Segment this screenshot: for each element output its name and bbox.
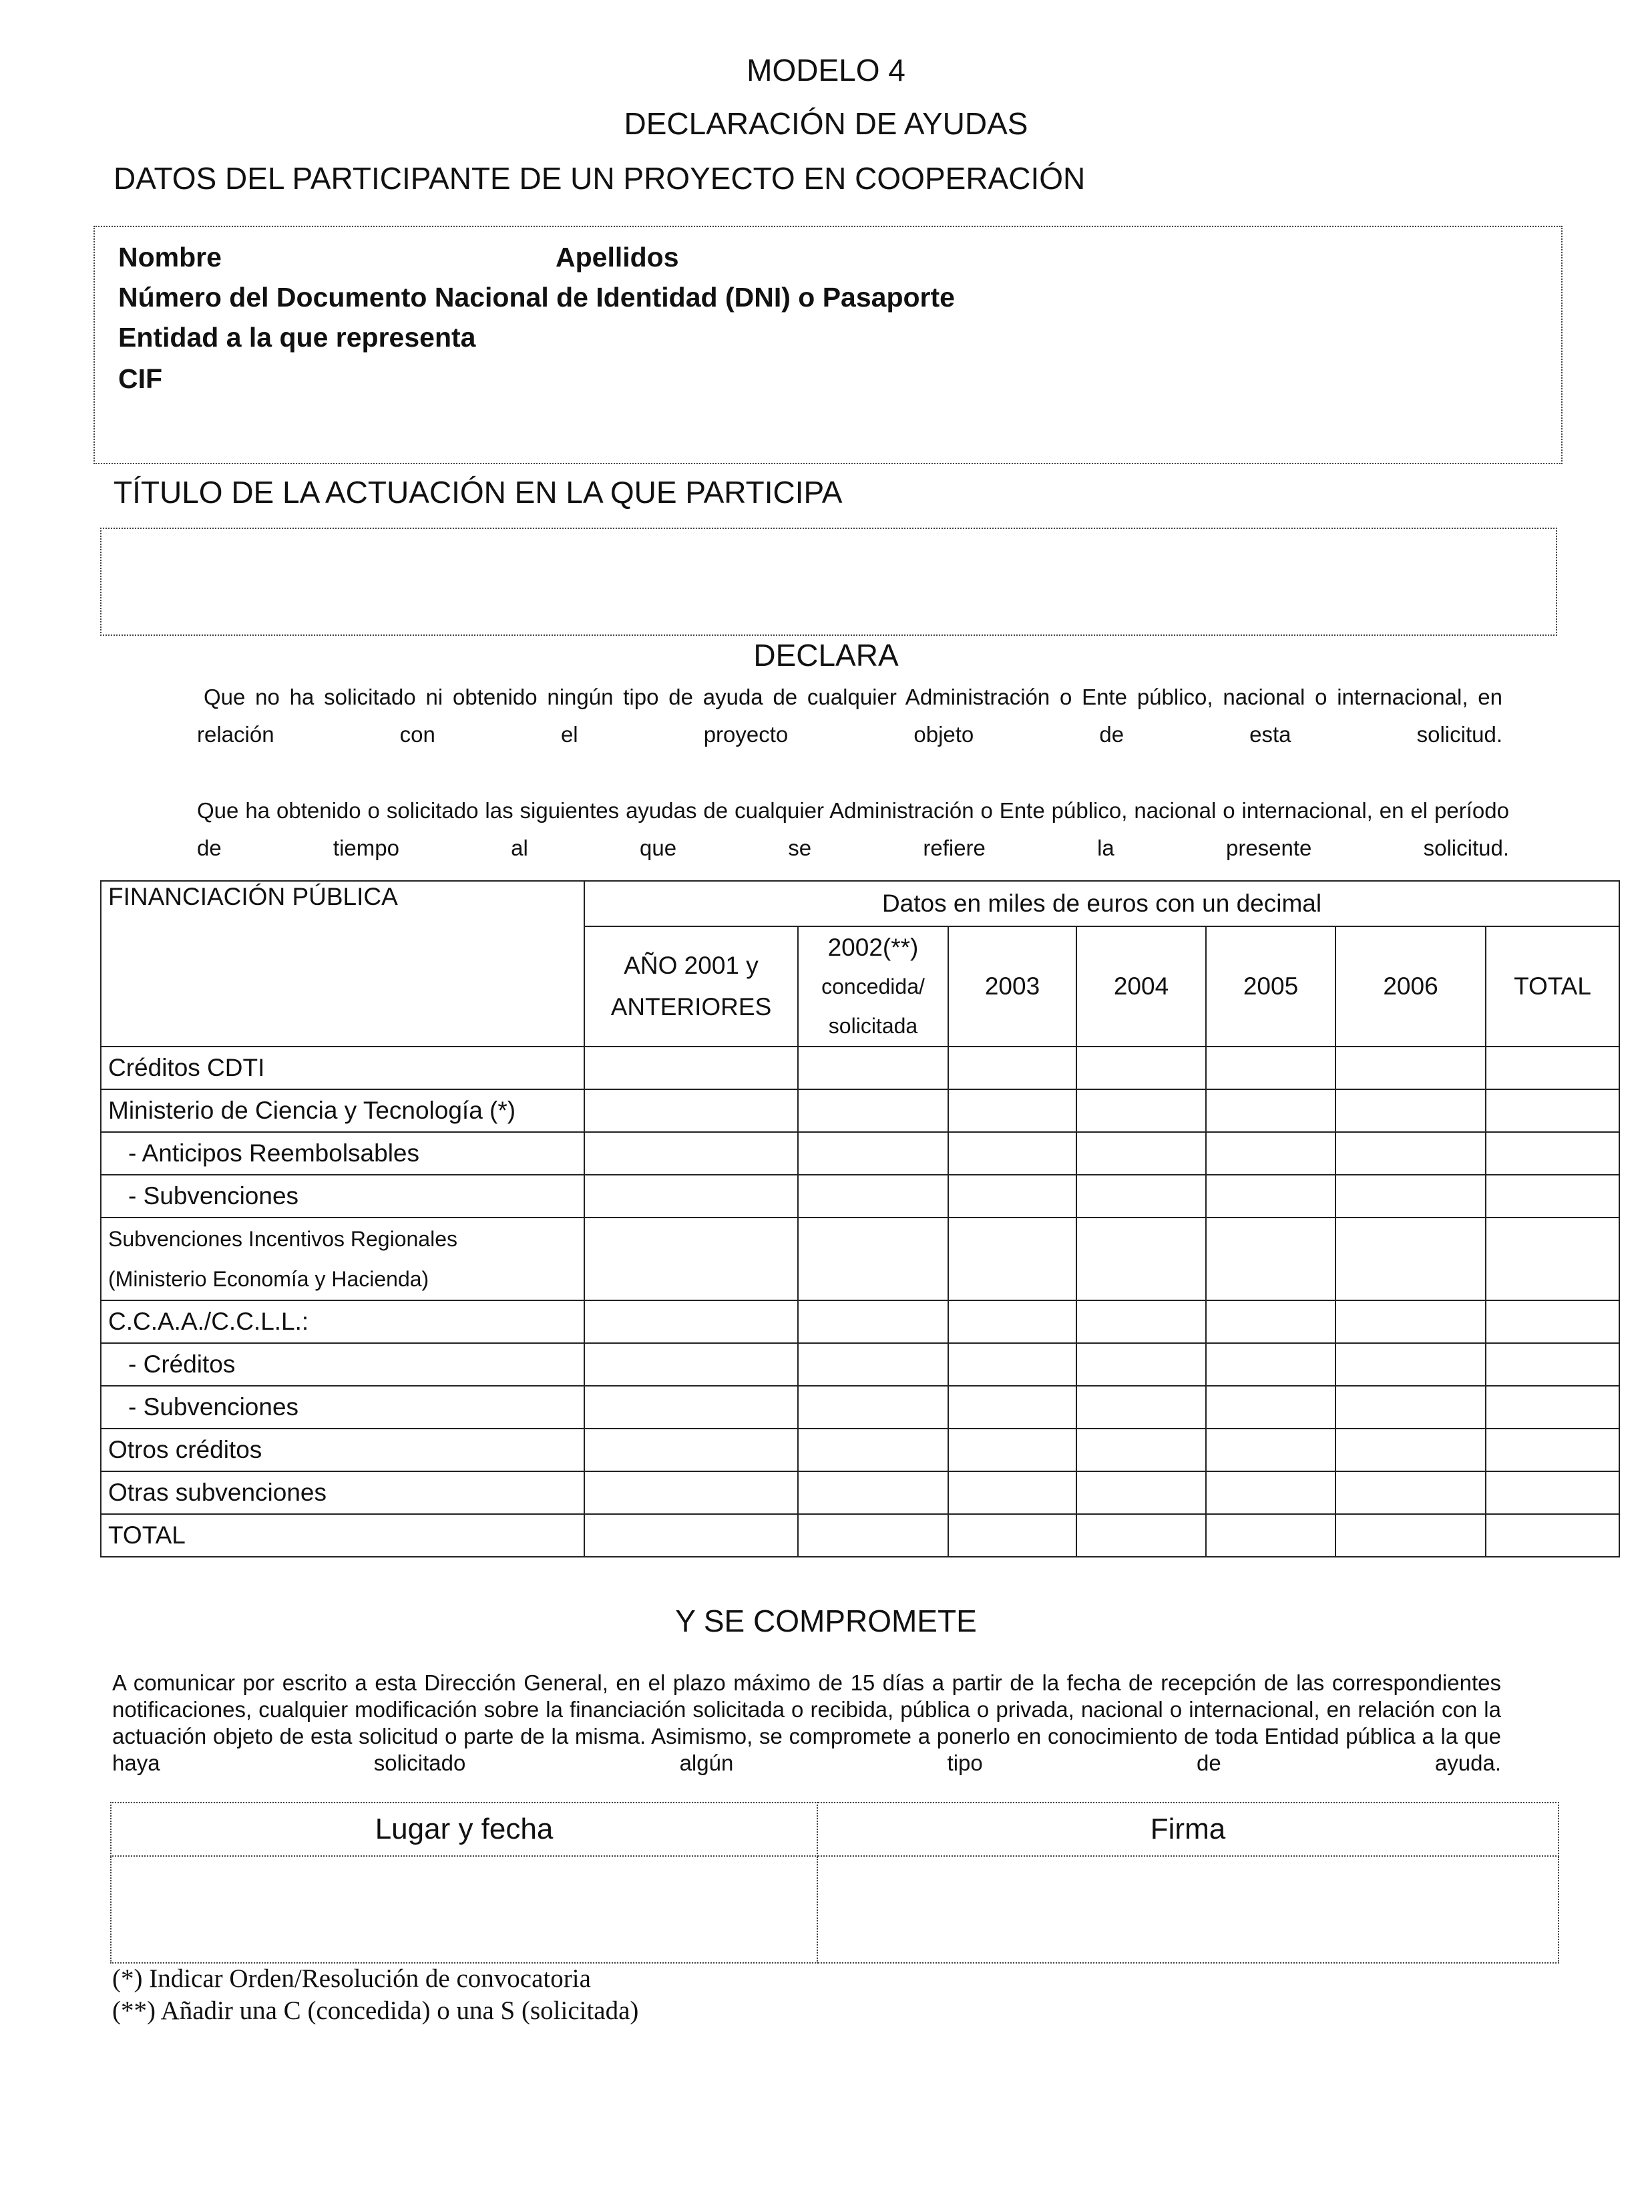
table-cell[interactable] [1335, 1047, 1486, 1089]
table-row [101, 1514, 1619, 1557]
row-label: - Subvenciones [101, 1175, 584, 1218]
row-label: Ministerio de Ciencia y Tecnología (*) [101, 1089, 584, 1132]
table-cell[interactable] [798, 1300, 948, 1343]
col-header-2006: 2006 [1335, 926, 1486, 1047]
table-row [101, 1386, 1619, 1429]
table-cell[interactable] [1206, 1175, 1335, 1218]
row-label: Subvenciones Incentivos Regionales (Ministerio Economía y Hacienda) [101, 1218, 584, 1300]
row-label: - Anticipos Reembolsables [101, 1132, 584, 1175]
table-row [101, 1300, 1619, 1343]
table-cell[interactable] [1076, 1429, 1206, 1471]
table-cell[interactable] [1486, 1218, 1619, 1300]
table-cell[interactable] [948, 1218, 1076, 1300]
table-cell[interactable] [798, 1132, 948, 1175]
table-cell[interactable] [1486, 1300, 1619, 1343]
table-cell[interactable] [584, 1132, 798, 1175]
document-title: DECLARACIÓN DE AYUDAS [624, 106, 1028, 141]
table-cell[interactable] [1206, 1386, 1335, 1429]
table-cell[interactable] [1206, 1218, 1335, 1300]
table-cell[interactable] [1206, 1471, 1335, 1514]
table-row [101, 1343, 1619, 1386]
table-cell[interactable] [584, 1429, 798, 1471]
table-cell[interactable] [1076, 1343, 1206, 1386]
firma-header: Firma [817, 1803, 1559, 1856]
table-cell[interactable] [1206, 1132, 1335, 1175]
table-cell[interactable] [1486, 1047, 1619, 1089]
firma-field[interactable] [817, 1856, 1559, 1963]
table-cell[interactable] [584, 1218, 798, 1300]
col-header-2003: 2003 [948, 926, 1076, 1047]
table-cell[interactable] [948, 1089, 1076, 1132]
col-header-total: TOTAL [1486, 926, 1619, 1047]
table-cell[interactable] [1206, 1089, 1335, 1132]
footnote-2: (**) Añadir una C (concedida) o una S (solicitada) [112, 1996, 639, 2025]
col-header-2002: 2002(**) concedida/ solicitada [798, 926, 948, 1047]
table-cell[interactable] [1076, 1471, 1206, 1514]
table-cell[interactable] [584, 1300, 798, 1343]
table-cell[interactable] [1335, 1429, 1486, 1471]
table-cell[interactable] [1486, 1132, 1619, 1175]
footnote-1: (*) Indicar Orden/Resolución de convocatoria [112, 1964, 591, 1993]
table-cell[interactable] [584, 1343, 798, 1386]
table-row [101, 1089, 1619, 1132]
row-label: Otras subvenciones [101, 1471, 584, 1514]
table-cell[interactable] [798, 1429, 948, 1471]
participant-data-box [93, 226, 1563, 464]
table-row [101, 1218, 1619, 1300]
nombre-label: Nombre [118, 242, 222, 272]
table-cell[interactable] [584, 1175, 798, 1218]
table-cell[interactable] [1335, 1089, 1486, 1132]
table-cell[interactable] [948, 1132, 1076, 1175]
compromete-heading: Y SE COMPROMETE [675, 1604, 977, 1638]
financiacion-header: FINANCIACIÓN PÚBLICA [101, 881, 584, 1047]
table-cell[interactable] [1076, 1218, 1206, 1300]
cif-label: CIF [118, 363, 163, 394]
table-cell[interactable] [1076, 1089, 1206, 1132]
table-cell[interactable] [1206, 1514, 1335, 1557]
signature-table [110, 1802, 1559, 1964]
dni-label: Número del Documento Nacional de Identidad (DNI) o Pasaporte [118, 282, 955, 313]
row-label: - Créditos [101, 1343, 584, 1386]
table-cell[interactable] [1206, 1047, 1335, 1089]
row-label: Otros créditos [101, 1429, 584, 1471]
apellidos-label: Apellidos [556, 242, 679, 272]
declara-paragraph-1: Que no ha solicitado ni obtenido ningún tipo de ayuda de cualquier Administración o Ente público, nacional o internacional, en relación con el proyecto objeto de esta solicitud. [197, 685, 1502, 747]
col-header-2004: 2004 [1076, 926, 1206, 1047]
table-row [101, 1429, 1619, 1471]
table-cell[interactable] [584, 1047, 798, 1089]
table-cell[interactable] [1076, 1514, 1206, 1557]
table-cell[interactable] [1335, 1175, 1486, 1218]
table-cell[interactable] [1486, 1514, 1619, 1557]
row-label: C.C.A.A./C.C.L.L.: [101, 1300, 584, 1343]
table-cell[interactable] [1076, 1175, 1206, 1218]
table-row [101, 1132, 1619, 1175]
table-row [101, 1047, 1619, 1089]
table-cell[interactable] [798, 1089, 948, 1132]
table-cell[interactable] [1486, 1343, 1619, 1386]
table-row [101, 1471, 1619, 1514]
table-cell[interactable] [1486, 1089, 1619, 1132]
table-cell[interactable] [798, 1218, 948, 1300]
row-label: Créditos CDTI [101, 1047, 584, 1089]
titulo-input-box[interactable] [100, 528, 1557, 636]
table-cell[interactable] [948, 1343, 1076, 1386]
col-header-2001: AÑO 2001 y ANTERIORES [584, 926, 798, 1047]
col-header-2005: 2005 [1206, 926, 1335, 1047]
table-cell[interactable] [1486, 1386, 1619, 1429]
table-cell[interactable] [1335, 1386, 1486, 1429]
entidad-label: Entidad a la que representa [118, 322, 476, 353]
table-cell[interactable] [798, 1514, 948, 1557]
group-header: Datos en miles de euros con un decimal [584, 881, 1619, 926]
table-cell[interactable] [1206, 1343, 1335, 1386]
table-cell[interactable] [1335, 1132, 1486, 1175]
table-cell[interactable] [1076, 1386, 1206, 1429]
table-cell[interactable] [948, 1300, 1076, 1343]
table-cell[interactable] [1486, 1175, 1619, 1218]
table-cell[interactable] [798, 1343, 948, 1386]
table-cell[interactable] [948, 1175, 1076, 1218]
titulo-heading: TÍTULO DE LA ACTUACIÓN EN LA QUE PARTICIPA [114, 475, 843, 510]
table-cell[interactable] [1076, 1047, 1206, 1089]
table-cell[interactable] [1335, 1471, 1486, 1514]
table-cell[interactable] [1076, 1132, 1206, 1175]
table-cell[interactable] [1076, 1300, 1206, 1343]
table-cell[interactable] [1335, 1218, 1486, 1300]
table-cell[interactable] [948, 1471, 1076, 1514]
table-cell[interactable] [798, 1386, 948, 1429]
table-cell[interactable] [948, 1386, 1076, 1429]
table-cell[interactable] [948, 1047, 1076, 1089]
table-cell[interactable] [948, 1514, 1076, 1557]
row-label: TOTAL [101, 1514, 584, 1557]
table-cell[interactable] [798, 1047, 948, 1089]
declara-heading: DECLARA [753, 638, 899, 673]
compromete-paragraph: A comunicar por escrito a esta Dirección General, en el plazo máximo de 15 días a partir de la fecha de recepción de las correspondientes notificaciones, cualquier modificación sobre la financiación solicitada o recibida, pública o privada, nacional o internacional, en relación con la actuación objeto de esta solicitud o parte de la misma. Asimismo, se compromete a ponerlo en conocimiento de toda Entidad pública a la que haya solicitado algún tipo de ayuda. [112, 1670, 1501, 1775]
table-cell[interactable] [1206, 1429, 1335, 1471]
table-cell[interactable] [584, 1089, 798, 1132]
aid-table [100, 880, 1620, 1557]
participant-section-title: DATOS DEL PARTICIPANTE DE UN PROYECTO EN COOPERACIÓN [114, 161, 1086, 196]
table-cell[interactable] [1335, 1300, 1486, 1343]
table-cell[interactable] [798, 1471, 948, 1514]
declara-paragraph-2: Que ha obtenido o solicitado las siguientes ayudas de cualquier Administración o Ente público, nacional o internacional, en el período de tiempo al que se refiere la presente solicitud. [197, 798, 1509, 860]
table-cell[interactable] [1335, 1343, 1486, 1386]
table-cell[interactable] [948, 1429, 1076, 1471]
table-cell[interactable] [798, 1175, 948, 1218]
row-label: - Subvenciones [101, 1386, 584, 1429]
lugar-fecha-header: Lugar y fecha [111, 1803, 817, 1856]
lugar-fecha-field[interactable] [111, 1856, 817, 1963]
table-cell[interactable] [584, 1471, 798, 1514]
table-cell[interactable] [1486, 1471, 1619, 1514]
table-cell[interactable] [584, 1386, 798, 1429]
table-row [101, 1175, 1619, 1218]
table-cell[interactable] [1486, 1429, 1619, 1471]
table-cell[interactable] [584, 1514, 798, 1557]
table-cell[interactable] [1335, 1514, 1486, 1557]
table-cell[interactable] [1206, 1300, 1335, 1343]
model-number: MODELO 4 [747, 53, 905, 87]
